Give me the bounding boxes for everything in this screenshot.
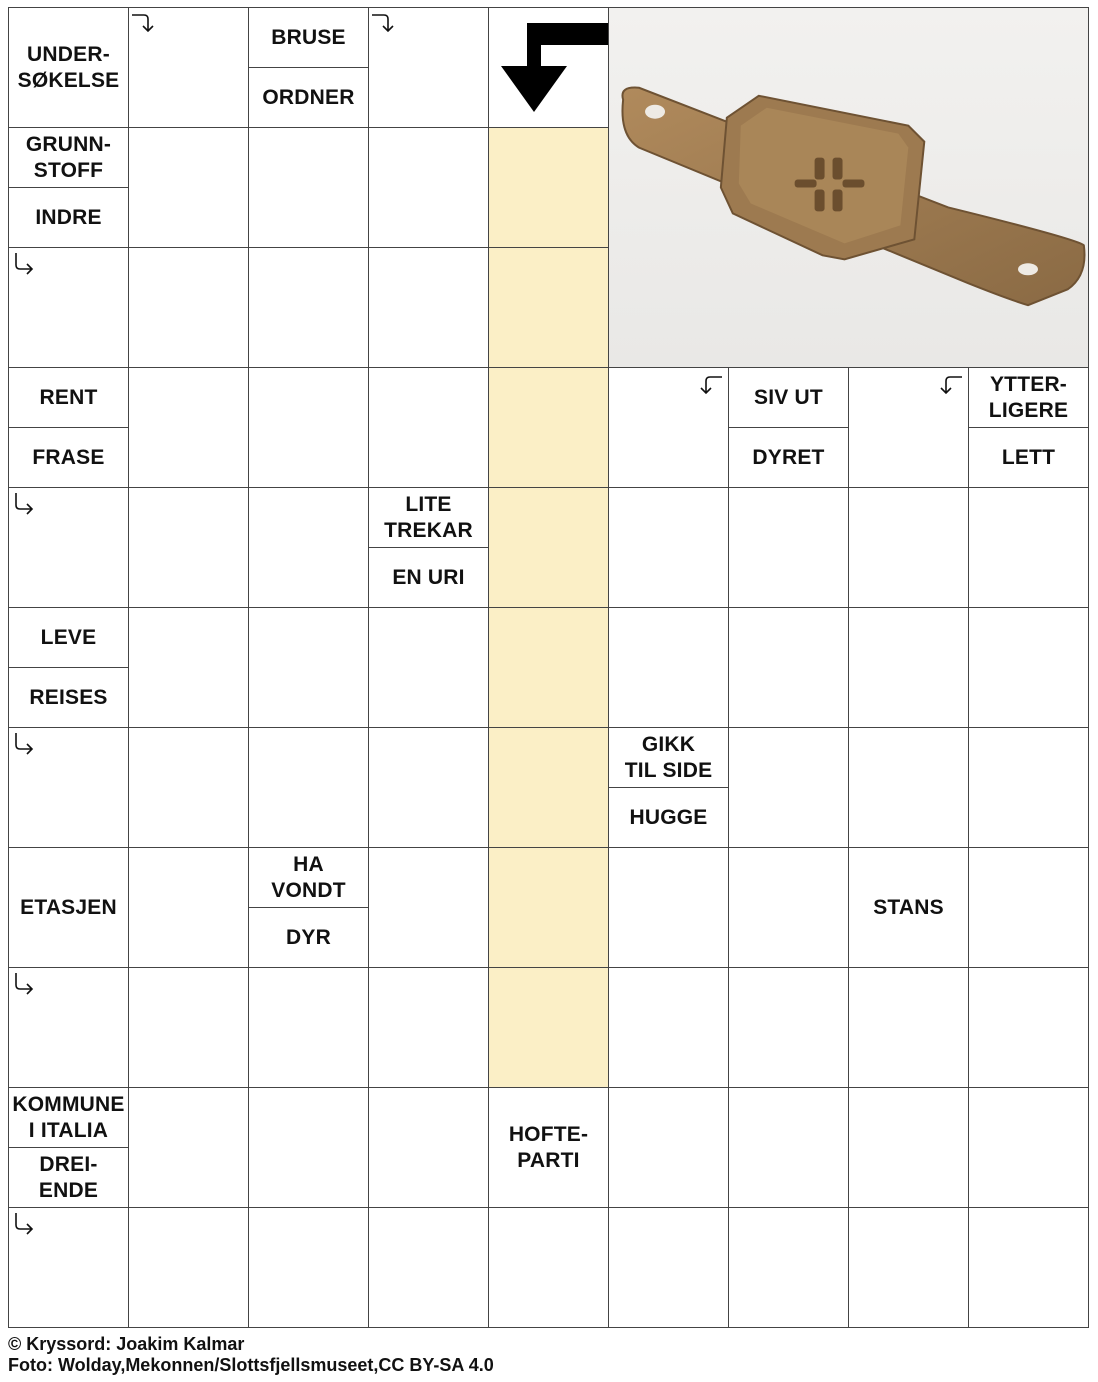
answer-cell[interactable] <box>968 967 1089 1088</box>
answer-cell[interactable] <box>128 847 249 968</box>
answer-cell[interactable] <box>728 847 849 968</box>
answer-cell[interactable] <box>368 247 489 368</box>
solution-arrow-cell <box>488 7 609 128</box>
answer-cell[interactable] <box>248 607 369 728</box>
arrow-down-right-icon <box>12 251 36 275</box>
answer-cell[interactable] <box>728 1207 849 1328</box>
clue-r7c0: ETASJEN <box>8 847 129 968</box>
clue-direction-arrow <box>12 731 36 755</box>
clue-r4c3b: EN URI <box>368 547 489 608</box>
arrow-left-down-icon <box>700 373 724 397</box>
answer-cell[interactable] <box>368 727 489 848</box>
answer-cell[interactable] <box>728 1087 849 1208</box>
answer-cell[interactable] <box>848 487 969 608</box>
clue-direction-arrow <box>700 373 724 397</box>
answer-cell[interactable] <box>248 247 369 368</box>
clue-r0c0: UNDER- SØKELSE <box>8 7 129 128</box>
answer-cell[interactable] <box>368 367 489 488</box>
clue-r3c6b: DYRET <box>728 427 849 488</box>
clue-direction-arrow <box>12 971 36 995</box>
answer-cell[interactable] <box>488 607 609 728</box>
answer-cell[interactable] <box>608 967 729 1088</box>
answer-cell[interactable] <box>248 727 369 848</box>
arrow-right-down-icon <box>370 11 394 35</box>
clue-r1c0b: INDRE <box>8 187 129 248</box>
answer-cell[interactable] <box>968 1087 1089 1208</box>
answer-cell[interactable] <box>608 487 729 608</box>
credits-puzzle-author: © Kryssord: Joakim Kalmar <box>8 1334 245 1354</box>
answer-cell[interactable] <box>848 727 969 848</box>
answer-cell[interactable] <box>968 1207 1089 1328</box>
answer-cell[interactable] <box>488 367 609 488</box>
credits <box>8 1334 494 1376</box>
clue-r3c0a: RENT <box>8 367 129 428</box>
clue-r7c7: STANS <box>848 847 969 968</box>
answer-cell[interactable] <box>488 487 609 608</box>
clue-r3c0b: FRASE <box>8 427 129 488</box>
answer-cell[interactable] <box>608 1087 729 1208</box>
answer-cell[interactable] <box>848 1207 969 1328</box>
answer-cell[interactable] <box>128 967 249 1088</box>
answer-cell[interactable] <box>248 1207 369 1328</box>
clue-r1c0a: GRUNN- STOFF <box>8 127 129 188</box>
puzzle-photo <box>608 7 1089 368</box>
answer-cell[interactable] <box>128 727 249 848</box>
answer-cell[interactable] <box>128 247 249 368</box>
clue-r6c5b: HUGGE <box>608 787 729 848</box>
answer-cell[interactable] <box>248 367 369 488</box>
clue-r0c2b: ORDNER <box>248 67 369 128</box>
clue-r6c5a: GIKK TIL SIDE <box>608 727 729 788</box>
answer-cell[interactable] <box>248 127 369 248</box>
clue-r9c0a: KOMMUNE I ITALIA <box>8 1087 129 1148</box>
answer-cell[interactable] <box>128 367 249 488</box>
answer-cell[interactable] <box>728 487 849 608</box>
answer-cell[interactable] <box>248 1087 369 1208</box>
answer-cell[interactable] <box>608 847 729 968</box>
clue-r4c3a: LITE TREKAR <box>368 487 489 548</box>
arrow-down-right-icon <box>12 731 36 755</box>
clue-r7c2a: HA VONDT <box>248 847 369 908</box>
answer-cell[interactable] <box>488 967 609 1088</box>
arrow-down-right-icon <box>12 491 36 515</box>
wooden-mould-image <box>609 8 1088 367</box>
crossword-grid <box>8 7 1088 1327</box>
answer-cell[interactable] <box>368 607 489 728</box>
clue-r5c0b: REISES <box>8 667 129 728</box>
arrow-down-right-icon <box>12 971 36 995</box>
answer-cell[interactable] <box>128 1207 249 1328</box>
clue-direction-arrow <box>940 373 964 397</box>
clue-r5c0a: LEVE <box>8 607 129 668</box>
answer-cell[interactable] <box>608 607 729 728</box>
answer-cell[interactable] <box>368 1087 489 1208</box>
answer-cell[interactable] <box>368 967 489 1088</box>
answer-cell[interactable] <box>848 967 969 1088</box>
answer-cell[interactable] <box>968 847 1089 968</box>
answer-cell[interactable] <box>728 607 849 728</box>
clue-r9c4: HOFTE- PARTI <box>488 1087 609 1208</box>
clue-direction-arrow <box>12 1211 36 1235</box>
answer-cell[interactable] <box>968 607 1089 728</box>
answer-cell[interactable] <box>488 247 609 368</box>
answer-cell[interactable] <box>368 1207 489 1328</box>
answer-cell[interactable] <box>728 967 849 1088</box>
clue-r3c6a: SIV UT <box>728 367 849 428</box>
answer-cell[interactable] <box>968 487 1089 608</box>
arrow-down-right-icon <box>12 1211 36 1235</box>
answer-cell[interactable] <box>488 1207 609 1328</box>
clue-direction-arrow <box>370 11 394 35</box>
down-arrow-icon <box>489 8 609 128</box>
clue-r3c8a: YTTER- LIGERE <box>968 367 1089 428</box>
clue-direction-arrow <box>12 491 36 515</box>
clue-direction-arrow <box>130 11 154 35</box>
clue-r9c0b: DREI- ENDE <box>8 1147 129 1208</box>
answer-cell[interactable] <box>728 727 849 848</box>
answer-cell[interactable] <box>128 1087 249 1208</box>
arrow-right-down-icon <box>130 11 154 35</box>
answer-cell[interactable] <box>848 607 969 728</box>
answer-cell[interactable] <box>608 1207 729 1328</box>
clue-r7c2b: DYR <box>248 907 369 968</box>
answer-cell[interactable] <box>488 727 609 848</box>
answer-cell[interactable] <box>848 1087 969 1208</box>
answer-cell[interactable] <box>248 487 369 608</box>
answer-cell[interactable] <box>128 487 249 608</box>
clue-r0c2a: BRUSE <box>248 7 369 68</box>
answer-cell[interactable] <box>488 127 609 248</box>
answer-cell[interactable] <box>368 847 489 968</box>
credits-photo: Foto: Wolday,Mekonnen/Slottsfjellsmuseet,CC BY-SA 4.0 <box>8 1355 494 1375</box>
answer-cell[interactable] <box>368 127 489 248</box>
arrow-left-down-icon <box>940 373 964 397</box>
clue-r3c8b: LETT <box>968 427 1089 488</box>
clue-direction-arrow <box>12 251 36 275</box>
answer-cell[interactable] <box>128 607 249 728</box>
answer-cell[interactable] <box>248 967 369 1088</box>
answer-cell[interactable] <box>968 727 1089 848</box>
answer-cell[interactable] <box>128 127 249 248</box>
answer-cell[interactable] <box>488 847 609 968</box>
